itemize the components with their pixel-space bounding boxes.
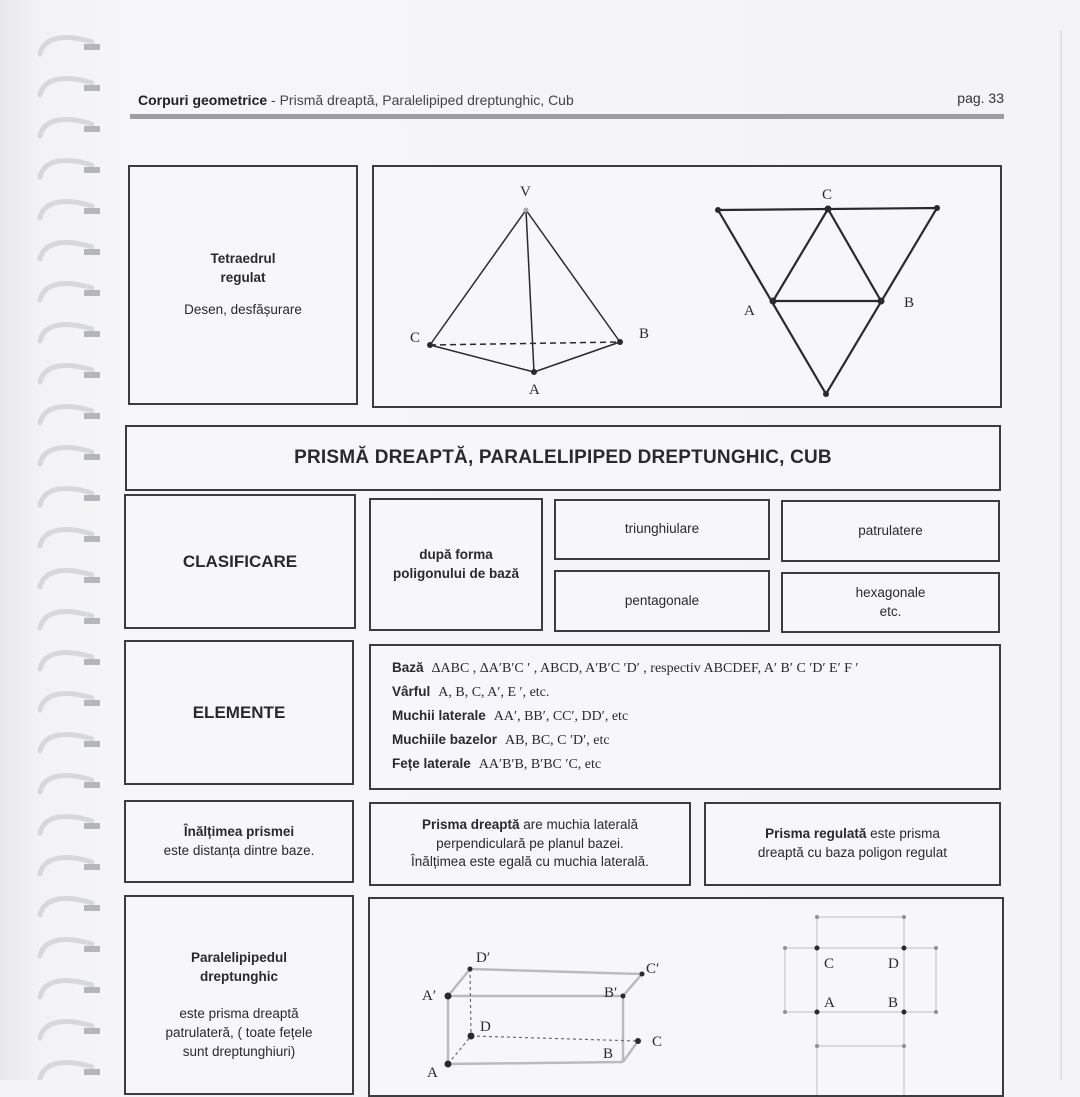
net-label-a: A bbox=[744, 303, 755, 319]
header-title-subtopic: - Prismă dreaptă, Paralelipiped dreptunghic, Cub bbox=[267, 92, 574, 108]
box-label-d1: D′ bbox=[476, 950, 491, 966]
right-prism-definition-box bbox=[369, 802, 691, 886]
criterion-line2: poligonului de bază bbox=[393, 565, 519, 581]
right-prism-line3: Înălțimea este egală cu muchia laterală. bbox=[411, 854, 649, 870]
element-row-base-edges: Muchiile bazelor AB, BC, C ′D′, etc bbox=[392, 732, 610, 748]
box-label-a1: A′ bbox=[422, 988, 437, 1004]
height-title: Înălțimea prismei bbox=[183, 823, 295, 839]
box-label-c1: C′ bbox=[646, 961, 660, 977]
parallelepiped-text-line3: sunt dreptunghiuri) bbox=[182, 1043, 296, 1059]
element-row-base: Bază ΔABC , ΔA′B′C ′ , ABCD, A′B′C ′D′ , respectiv ABCDEF, A′ B′ C ′D′ E′ F ′ bbox=[392, 660, 859, 676]
tetra-label-b: B bbox=[639, 326, 650, 342]
height-text: este distanța dintre baze. bbox=[163, 842, 315, 858]
criterion-line1: după forma bbox=[419, 546, 493, 562]
regular-prism-definition-box bbox=[704, 802, 1001, 886]
tetra-label-a: A bbox=[529, 382, 540, 398]
tetrahedron-drawing-box bbox=[372, 165, 1002, 408]
page-edge bbox=[1060, 30, 1062, 1080]
section-title-box bbox=[125, 425, 1001, 491]
net-label-c: C bbox=[822, 187, 833, 203]
parallelepiped-text-line1: este prisma dreaptă bbox=[179, 1005, 299, 1021]
right-prism-line2: perpendiculară pe planul bazei. bbox=[436, 835, 624, 851]
right-prism-line1-rest: are muchia laterală bbox=[519, 816, 639, 832]
tetrahedron-title-line2: regulat bbox=[220, 269, 266, 285]
net-box-label-d: D bbox=[888, 956, 899, 972]
spiral-binding-icon bbox=[0, 30, 110, 1080]
box-label-c: C bbox=[652, 1034, 663, 1050]
type-quadrilateral: patrulatere bbox=[858, 522, 923, 538]
type-triangular: triunghiulare bbox=[624, 521, 700, 537]
regular-prism-line1-rest: este prisma bbox=[866, 826, 940, 842]
elements-label-box bbox=[124, 640, 354, 785]
right-prism-title: Prisma dreaptă bbox=[421, 816, 520, 832]
parallelepiped-figures bbox=[370, 899, 1002, 1095]
parallelepiped-drawing-box bbox=[368, 897, 1004, 1097]
type-hexagonal-box bbox=[781, 572, 1000, 633]
elements-list bbox=[392, 656, 859, 776]
parallelepiped-title-line1: Paralelipipedul bbox=[190, 950, 288, 965]
classification-label: CLASIFICARE bbox=[182, 551, 298, 571]
element-row-lateral-faces: Fețe laterale AA′B′B, B′BC ′C, etc bbox=[392, 756, 602, 772]
header-title bbox=[138, 92, 574, 108]
header-rule bbox=[130, 114, 1004, 119]
page-number: pag. 33 bbox=[957, 90, 1004, 106]
classification-criterion-box bbox=[369, 498, 543, 631]
header-title-topic: Corpuri geometrice bbox=[138, 92, 268, 108]
classification-label-box bbox=[124, 494, 356, 629]
element-row-vertex: Vârful A, B, C, A′, E ′, etc. bbox=[392, 684, 550, 700]
right-prism-line1 bbox=[422, 816, 638, 835]
type-quadrilateral-box bbox=[781, 500, 1000, 562]
section-title: PRISMĂ DREAPTĂ, PARALELIPIPED DREPTUNGHIC, CUB bbox=[294, 446, 832, 468]
type-pentagonal-box bbox=[554, 570, 770, 632]
type-hexagonal-line2: etc. bbox=[879, 603, 902, 619]
net-label-b: B bbox=[904, 295, 915, 311]
net-box-label-b: B bbox=[888, 995, 899, 1011]
type-triangular-box bbox=[554, 499, 770, 560]
net-box-label-a: A bbox=[824, 995, 835, 1011]
element-row-lateral-edges: Muchii laterale AA′, BB′, CC′, DD′, etc bbox=[392, 708, 629, 724]
regular-prism-title: Prisma regulată bbox=[765, 826, 867, 842]
page-header bbox=[136, 88, 1004, 114]
tetra-label-c: C bbox=[410, 330, 421, 346]
box-label-d: D bbox=[480, 1019, 491, 1035]
tetrahedron-subtitle: Desen, desfășurare bbox=[184, 302, 302, 318]
box-label-a: A bbox=[427, 1065, 438, 1081]
elements-label: ELEMENTE bbox=[192, 702, 286, 722]
type-hexagonal-line1: hexagonale bbox=[855, 584, 926, 600]
box-label-b1: B′ bbox=[604, 985, 618, 1001]
tetrahedron-drawing bbox=[430, 210, 620, 372]
type-pentagonal: pentagonale bbox=[624, 592, 700, 608]
regular-prism-line2: dreaptă cu baza poligon regulat bbox=[757, 845, 948, 860]
parallelepiped-text-line2: patrulateră, ( toate fețele bbox=[165, 1024, 313, 1040]
box-label-b: B bbox=[603, 1046, 614, 1062]
tetrahedron-figures bbox=[374, 167, 1000, 406]
height-definition-box bbox=[124, 800, 354, 883]
regular-prism-line1 bbox=[765, 825, 940, 844]
tetrahedron-label-box bbox=[128, 165, 358, 405]
net-box-label-c: C bbox=[824, 956, 835, 972]
tetrahedron-title-line1: Tetraedrul bbox=[210, 250, 276, 266]
parallelepiped-title-line2: dreptunghic bbox=[200, 968, 278, 984]
parallelepiped-label-box bbox=[124, 895, 354, 1095]
tetra-label-v: V bbox=[520, 184, 531, 200]
